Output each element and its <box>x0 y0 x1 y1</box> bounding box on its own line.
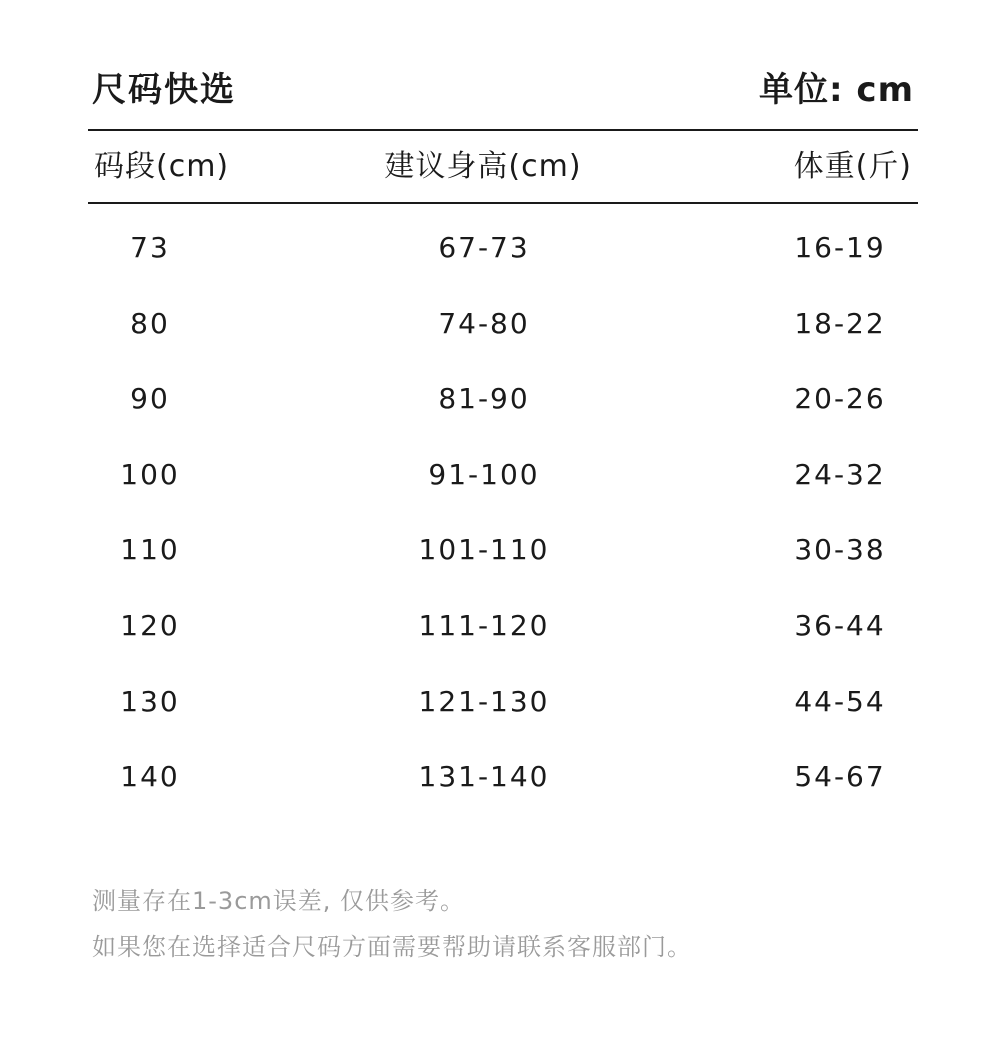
height-cell: 101-110 <box>418 533 550 567</box>
weight-cell: 16-19 <box>794 231 886 264</box>
measurement-note: 测量存在1-3cm误差, 仅供参考。 <box>92 887 466 915</box>
height-cell: 67-73 <box>438 231 530 264</box>
height-cell: 111-120 <box>418 608 550 642</box>
table-header <box>88 131 918 202</box>
size-table-body <box>88 210 918 815</box>
table-row <box>88 437 918 513</box>
table-row <box>88 512 918 588</box>
table-row <box>88 286 918 362</box>
header-divider <box>88 202 918 204</box>
column-header-height: 建议身高(cm) <box>384 149 582 184</box>
weight-cell: 36-44 <box>794 608 886 642</box>
footnotes <box>92 878 692 970</box>
column-header-size: 码段(cm) <box>94 149 230 184</box>
size-cell: 140 <box>120 760 180 794</box>
column-header-weight: 体重(斤) <box>793 149 912 184</box>
header <box>92 58 914 114</box>
weight-cell: 24-32 <box>794 457 886 491</box>
weight-cell: 18-22 <box>794 306 886 340</box>
table-row <box>88 739 918 815</box>
size-cell: 90 <box>130 382 170 416</box>
height-cell: 81-90 <box>438 382 530 416</box>
weight-cell: 20-26 <box>794 382 886 416</box>
size-cell: 120 <box>120 608 180 642</box>
size-cell: 130 <box>120 684 180 718</box>
size-cell: 73 <box>130 231 170 264</box>
height-cell: 91-100 <box>428 457 540 491</box>
table-row <box>88 210 918 286</box>
table-row <box>88 361 918 437</box>
height-cell: 131-140 <box>418 760 550 794</box>
size-cell: 80 <box>130 306 170 340</box>
weight-cell: 54-67 <box>794 760 886 794</box>
table-row <box>88 588 918 664</box>
weight-cell: 30-38 <box>794 533 886 567</box>
size-cell: 100 <box>120 457 180 491</box>
table-row <box>88 664 918 740</box>
weight-cell: 44-54 <box>794 684 886 718</box>
height-cell: 74-80 <box>438 306 530 340</box>
size-cell: 110 <box>120 533 180 567</box>
unit-label: 单位: cm <box>758 69 914 110</box>
page-title: 尺码快选 <box>92 69 236 110</box>
height-cell: 121-130 <box>418 684 550 718</box>
help-note: 如果您在选择适合尺码方面需要帮助请联系客服部门。 <box>92 933 692 961</box>
